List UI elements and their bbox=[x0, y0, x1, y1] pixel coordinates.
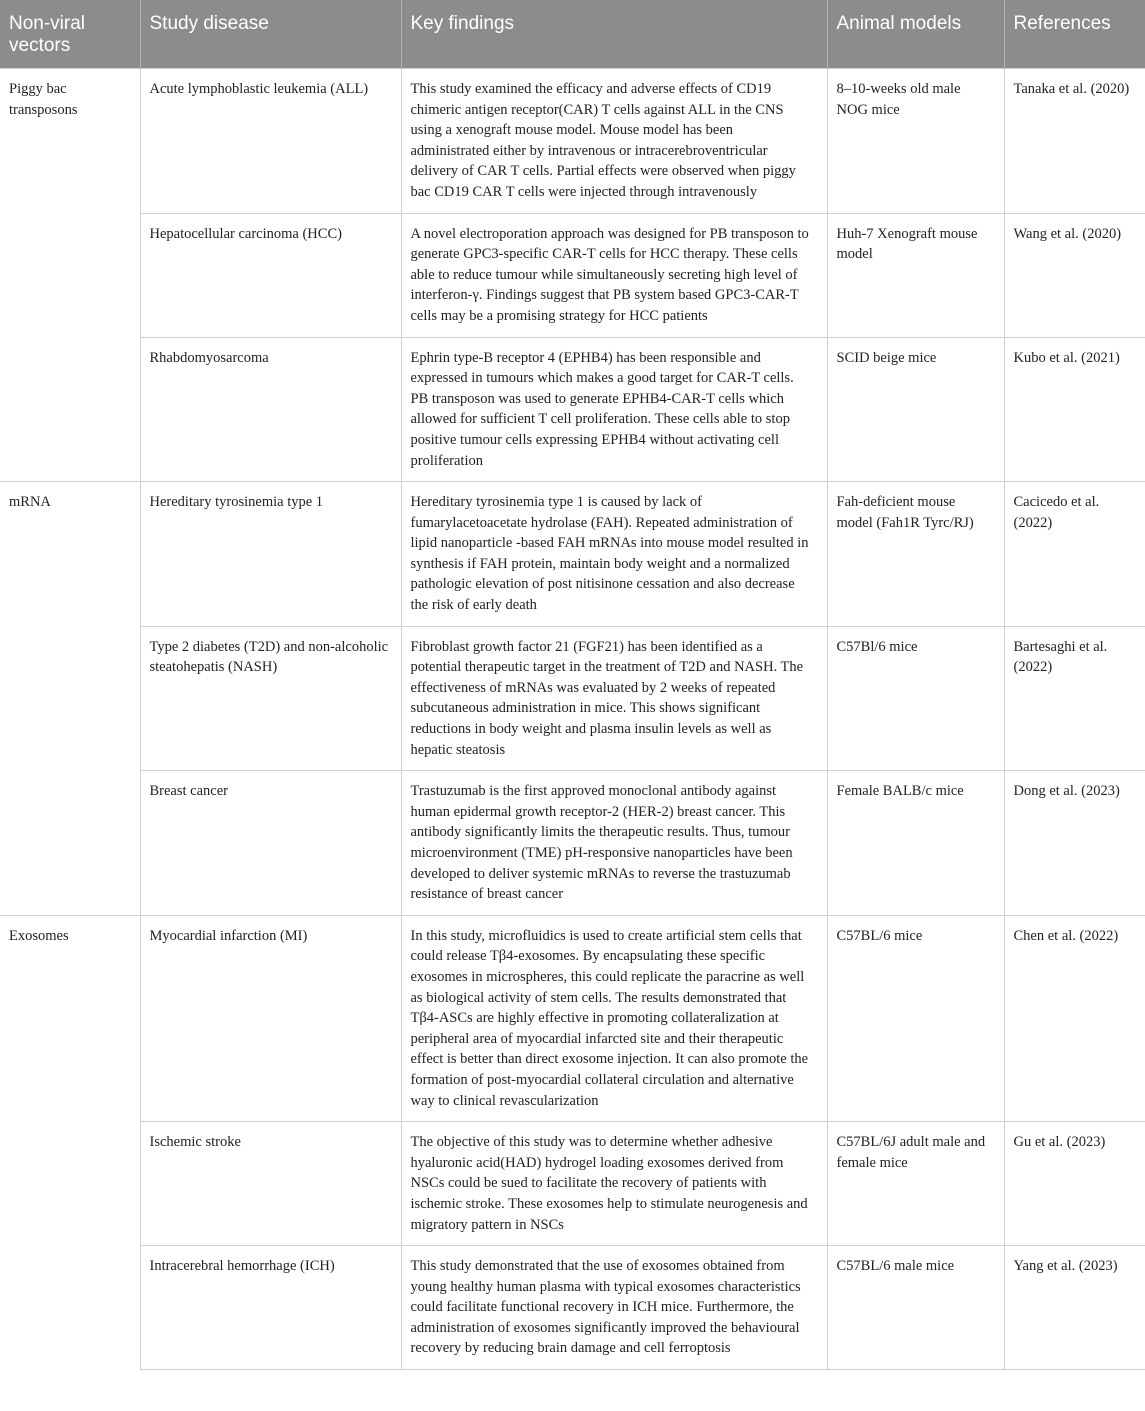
disease-cell: Type 2 diabetes (T2D) and non-alcoholic steatohepatis (NASH) bbox=[140, 626, 401, 771]
reference-cell: Yang et al. (2023) bbox=[1004, 1246, 1145, 1370]
model-cell: C57Bl/6 mice bbox=[827, 626, 1004, 771]
disease-cell: Hepatocellular carcinoma (HCC) bbox=[140, 213, 401, 337]
table-row bbox=[0, 626, 1145, 771]
model-cell: Female BALB/c mice bbox=[827, 771, 1004, 916]
disease-cell: Myocardial infarction (MI) bbox=[140, 915, 401, 1121]
reference-cell: Kubo et al. (2021) bbox=[1004, 337, 1145, 482]
model-cell: C57BL/6 male mice bbox=[827, 1246, 1004, 1370]
model-cell: SCID beige mice bbox=[827, 337, 1004, 482]
model-cell: Huh-7 Xenograft mouse model bbox=[827, 213, 1004, 337]
reference-cell: Cacicedo et al. (2022) bbox=[1004, 482, 1145, 627]
model-cell: C57BL/6 mice bbox=[827, 915, 1004, 1121]
table-header bbox=[0, 0, 1145, 69]
header-row bbox=[0, 0, 1145, 69]
disease-cell: Rhabdomyosarcoma bbox=[140, 337, 401, 482]
findings-cell: Fibroblast growth factor 21 (FGF21) has been identified as a potential therapeutic target in the treatment of T2D and NASH. The effectiveness of mRNAs was evaluated by 2 weeks of repeated subcutaneous administration in mice. This shows significant reductions in body weight and plasma insulin levels as well as hepatic steatosis bbox=[401, 626, 827, 771]
header-disease: Study disease bbox=[140, 0, 401, 69]
disease-cell: Intracerebral hemorrhage (ICH) bbox=[140, 1246, 401, 1370]
header-vectors: Non-viral vectors bbox=[0, 0, 140, 69]
table-body bbox=[0, 69, 1145, 1370]
reference-cell: Bartesaghi et al. (2022) bbox=[1004, 626, 1145, 771]
model-cell: C57BL/6J adult male and female mice bbox=[827, 1122, 1004, 1246]
model-cell: Fah-deficient mouse model (Fah1R Tyrc/RJ) bbox=[827, 482, 1004, 627]
disease-cell: Hereditary tyrosinemia type 1 bbox=[140, 482, 401, 627]
table-row bbox=[0, 69, 1145, 214]
disease-cell: Breast cancer bbox=[140, 771, 401, 916]
vector-cell: Piggy bac transposons bbox=[0, 69, 140, 482]
findings-cell: The objective of this study was to determine whether adhesive hyaluronic acid(HAD) hydrogel loading exosomes derived from NSCs could be sued to facilitate the recovery of patients with ischemic stroke. These exosomes help to stimulate neurogenesis and migratory pattern in NSCs bbox=[401, 1122, 827, 1246]
findings-cell: Hereditary tyrosinemia type 1 is caused by lack of fumarylacetoacetate hydrolase (FAH). Repeated administration of lipid nanoparticle -based FAH mRNAs into mouse model resulted in synthesis if FAH protein, maintain body weight and a normalized pathologic elevation of post nitisinone cessation and also decrease the risk of early death bbox=[401, 482, 827, 627]
table-row bbox=[0, 337, 1145, 482]
findings-cell: Ephrin type-B receptor 4 (EPHB4) has been responsible and expressed in tumours which makes a good target for CAR-T cells. PB transposon was used to generate EPHB4-CAR-T cells which allowed for sufficient T cell proliferation. These cells able to stop positive tumour cells expressing EPHB4 without activating cell proliferation bbox=[401, 337, 827, 482]
disease-cell: Ischemic stroke bbox=[140, 1122, 401, 1246]
reference-cell: Chen et al. (2022) bbox=[1004, 915, 1145, 1121]
vector-cell: Exosomes bbox=[0, 915, 140, 1369]
table-row bbox=[0, 482, 1145, 627]
reference-cell: Wang et al. (2020) bbox=[1004, 213, 1145, 337]
findings-cell: In this study, microfluidics is used to create artificial stem cells that could release Tβ4-exosomes. By encapsulating these specific exosomes in microspheres, this could replicate the paracrine as well as biological activity of stem cells. The results demonstrated that Tβ4-ASCs are highly effective in promoting collateralization at peripheral area of myocardial infarcted site and their therapeutic effect is better than direct exosome injection. It can also promote the formation of post-myocardial collateral circulation and alternative way to clinical revascularization bbox=[401, 915, 827, 1121]
disease-cell: Acute lymphoblastic leukemia (ALL) bbox=[140, 69, 401, 214]
model-cell: 8–10-weeks old male NOG mice bbox=[827, 69, 1004, 214]
table-row bbox=[0, 1246, 1145, 1370]
findings-cell: Trastuzumab is the first approved monoclonal antibody against human epidermal growth receptor-2 (HER-2) breast cancer. This antibody significantly limits the therapeutic results. Thus, tumour microenvironment (TME) pH-responsive nanoparticles have been developed to deliver systemic mRNAs to reverse the trastuzumab resistance of breast cancer bbox=[401, 771, 827, 916]
reference-cell: Dong et al. (2023) bbox=[1004, 771, 1145, 916]
findings-cell: This study demonstrated that the use of exosomes obtained from young healthy human plasma with typical exosomes characteristics could facilitate functional recovery in ICH mice. Furthermore, the administration of exosomes significantly improved the behavioural recovery by reducing brain damage and cell ferroptosis bbox=[401, 1246, 827, 1370]
findings-cell: A novel electroporation approach was designed for PB transposon to generate GPC3-specific CAR-T cells for HCC therapy. These cells able to reduce tumour while simultaneously secreting high level of interferon-γ. Findings suggest that PB system based GPC3-CAR-T cells may be a promising strategy for HCC patients bbox=[401, 213, 827, 337]
findings-cell: This study examined the efficacy and adverse effects of CD19 chimeric antigen receptor(CAR) T cells against ALL in the CNS using a xenograft mouse model. Mouse model has been administrated either by intravenous or intracerebroventricular delivery of CAR T cells. Partial effects were observed when piggy bac CD19 CAR T cells were injected through intravenously bbox=[401, 69, 827, 214]
vector-cell: mRNA bbox=[0, 482, 140, 916]
header-references: References bbox=[1004, 0, 1145, 69]
reference-cell: Tanaka et al. (2020) bbox=[1004, 69, 1145, 214]
table-row bbox=[0, 1122, 1145, 1246]
table-row bbox=[0, 915, 1145, 1121]
table-row bbox=[0, 771, 1145, 916]
table-row bbox=[0, 213, 1145, 337]
header-findings: Key findings bbox=[401, 0, 827, 69]
reference-cell: Gu et al. (2023) bbox=[1004, 1122, 1145, 1246]
header-models: Animal models bbox=[827, 0, 1004, 69]
